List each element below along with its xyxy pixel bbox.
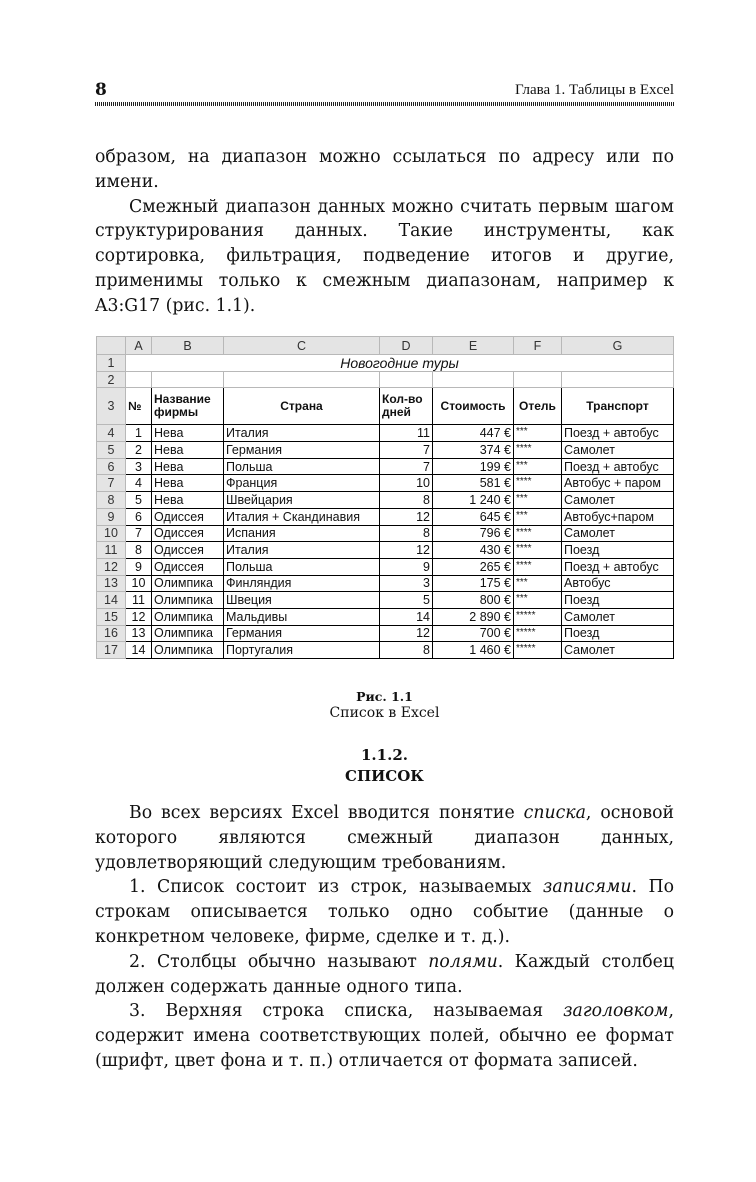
cell-hotel[interactable]: **** [514, 542, 562, 559]
table-row [97, 642, 674, 659]
body-paragraph-1 [95, 801, 674, 875]
table-row [97, 508, 674, 525]
cell-number[interactable]: 11 [126, 592, 152, 609]
table-row [97, 575, 674, 592]
cell-days[interactable]: 12 [380, 625, 433, 642]
cell-days[interactable]: 7 [380, 442, 433, 459]
term-emphasis: полями [428, 951, 498, 972]
sheet-title-cell[interactable]: Новогодние туры [126, 355, 674, 372]
cell-cost[interactable]: 430 € [433, 542, 514, 559]
row-header[interactable]: 16 [97, 625, 126, 642]
cell-number[interactable]: 12 [126, 608, 152, 625]
cell-number[interactable]: 13 [126, 625, 152, 642]
row-header[interactable]: 2 [97, 371, 126, 388]
cell-country[interactable]: Италия [224, 542, 380, 559]
cell-cost[interactable]: 265 € [433, 558, 514, 575]
intro-text [95, 145, 674, 319]
header-rule [95, 102, 674, 106]
column-header-c[interactable]: C [224, 337, 380, 355]
cell-country[interactable]: Швейцария [224, 492, 380, 509]
cell-number[interactable]: 3 [126, 458, 152, 475]
column-header-row [97, 337, 674, 355]
text-run: , содержит имена соответствующих полей, обычно ее формат (шрифт, цвет фона и т. п.) отличается от формата записей. [95, 1001, 674, 1071]
column-header-f[interactable]: F [514, 337, 562, 355]
table-row [97, 592, 674, 609]
cell-firm[interactable]: Одиссея [152, 508, 224, 525]
header-cell-transport[interactable]: Транспорт [562, 388, 674, 425]
cell-country[interactable]: Финляндия [224, 575, 380, 592]
cell-days[interactable]: 12 [380, 542, 433, 559]
cell-country[interactable]: Мальдивы [224, 608, 380, 625]
cell-hotel[interactable]: *** [514, 592, 562, 609]
cell-number[interactable]: 6 [126, 508, 152, 525]
cell-cost[interactable]: 447 € [433, 425, 514, 442]
cell-hotel[interactable]: ***** [514, 642, 562, 659]
cell-transport[interactable]: Самолет [562, 608, 674, 625]
cell-cost[interactable]: 2 890 € [433, 608, 514, 625]
cell[interactable] [562, 371, 674, 388]
cell-days[interactable]: 7 [380, 458, 433, 475]
cell-hotel[interactable]: *** [514, 508, 562, 525]
header-cell-cost[interactable]: Стоимость [433, 388, 514, 425]
cell-number[interactable]: 5 [126, 492, 152, 509]
cell-firm[interactable]: Нева [152, 492, 224, 509]
table-row [97, 458, 674, 475]
column-header-b[interactable]: B [152, 337, 224, 355]
figure-caption: Список в Excel [329, 705, 440, 721]
cell[interactable] [224, 371, 380, 388]
cell-transport[interactable]: Автобус [562, 575, 674, 592]
cell-transport[interactable]: Самолет [562, 492, 674, 509]
cell-country[interactable]: Италия + Скандинавия [224, 508, 380, 525]
running-title: Глава 1. Таблицы в Excel [514, 82, 674, 98]
cell-transport[interactable]: Самолет [562, 525, 674, 542]
cell-days[interactable]: 8 [380, 642, 433, 659]
table-row [97, 542, 674, 559]
body-paragraph-2 [95, 875, 674, 949]
table-row [97, 625, 674, 642]
cell-firm[interactable]: Олимпика [152, 592, 224, 609]
cell-country[interactable]: Германия [224, 625, 380, 642]
cell-firm[interactable]: Олимпика [152, 625, 224, 642]
cell-country[interactable]: Португалия [224, 642, 380, 659]
column-header-a[interactable]: A [126, 337, 152, 355]
cell-firm[interactable]: Олимпика [152, 608, 224, 625]
cell-days[interactable]: 5 [380, 592, 433, 609]
cell-firm[interactable]: Нева [152, 425, 224, 442]
body-paragraph-3 [95, 950, 674, 1000]
cell-days[interactable]: 3 [380, 575, 433, 592]
section-title: СПИСОК [345, 767, 424, 785]
cell-hotel[interactable]: **** [514, 558, 562, 575]
cell-transport[interactable]: Поезд + автобус [562, 558, 674, 575]
cell[interactable] [380, 371, 433, 388]
cell-firm[interactable]: Нева [152, 458, 224, 475]
table-row [97, 442, 674, 459]
row-header[interactable]: 15 [97, 608, 126, 625]
cell-country[interactable]: Франция [224, 475, 380, 492]
cell-transport[interactable]: Самолет [562, 442, 674, 459]
cell-firm[interactable]: Одиссея [152, 558, 224, 575]
cell-hotel[interactable]: **** [514, 525, 562, 542]
spreadsheet-figure [96, 336, 673, 669]
cell-transport[interactable]: Поезд + автобус [562, 458, 674, 475]
row-header[interactable]: 8 [97, 492, 126, 509]
cell-country[interactable]: Польша [224, 458, 380, 475]
header-cell-days[interactable]: Кол-во дней [380, 388, 433, 425]
text-run: . По строкам описывается только одно событие (данные о конкретном человеке, фирме, сделке и т. д.). [95, 877, 674, 947]
cell-hotel[interactable]: *** [514, 492, 562, 509]
row-header[interactable]: 10 [97, 525, 126, 542]
term-emphasis: записями [542, 877, 632, 898]
row-header[interactable]: 12 [97, 558, 126, 575]
cell-number[interactable]: 14 [126, 642, 152, 659]
cell-days[interactable]: 8 [380, 525, 433, 542]
row-header[interactable]: 17 [97, 642, 126, 659]
cell-country[interactable]: Италия [224, 425, 380, 442]
text-run: Во всех версиях Excel вводится понятие [129, 803, 524, 823]
row-header[interactable]: 13 [97, 575, 126, 592]
cell-days[interactable]: 12 [380, 508, 433, 525]
column-header-d[interactable]: D [380, 337, 433, 355]
cell-transport[interactable]: Поезд [562, 542, 674, 559]
sheet-row-1 [97, 355, 674, 372]
cell-number[interactable]: 7 [126, 525, 152, 542]
cell-firm[interactable]: Одиссея [152, 525, 224, 542]
cell-hotel[interactable]: *** [514, 575, 562, 592]
cell-transport[interactable]: Автобус + паром [562, 475, 674, 492]
cell-cost[interactable]: 374 € [433, 442, 514, 459]
cell-cost[interactable]: 645 € [433, 508, 514, 525]
sheet-header-row [97, 388, 674, 425]
cell-country[interactable]: Германия [224, 442, 380, 459]
row-header[interactable]: 11 [97, 542, 126, 559]
column-header-e[interactable]: E [433, 337, 514, 355]
cell-cost[interactable]: 199 € [433, 458, 514, 475]
cell-transport[interactable]: Поезд + автобус [562, 425, 674, 442]
cell-hotel[interactable]: **** [514, 442, 562, 459]
intro-line: образом, на диапазон можно ссылаться по адресу или по имени. [95, 147, 674, 192]
table-row [97, 475, 674, 492]
table-row [97, 492, 674, 509]
cell-days[interactable]: 8 [380, 492, 433, 509]
cell-cost[interactable]: 700 € [433, 625, 514, 642]
term-emphasis: списка [523, 803, 586, 823]
cell-hotel[interactable]: ***** [514, 625, 562, 642]
cell-number[interactable]: 4 [126, 475, 152, 492]
cell[interactable] [152, 371, 224, 388]
cell-cost[interactable]: 581 € [433, 475, 514, 492]
table-row [97, 608, 674, 625]
intro-paragraph: Смежный диапазон данных можно считать первым шагом структурирования данных. Такие инструменты, как сортировка, фильтрация, подведение итогов и другие, применимы только к смежным диапазонам, например к A3:G17 (рис. 1.1). [95, 196, 674, 316]
cell-country[interactable]: Швеция [224, 592, 380, 609]
row-header[interactable]: 9 [97, 508, 126, 525]
table-row [97, 525, 674, 542]
cell-number[interactable]: 8 [126, 542, 152, 559]
cell-number[interactable]: 10 [126, 575, 152, 592]
body-paragraph-4 [95, 999, 674, 1073]
page-number: 8 [95, 80, 107, 100]
cell[interactable] [433, 371, 514, 388]
row-header[interactable]: 7 [97, 475, 126, 492]
cell-number[interactable]: 9 [126, 558, 152, 575]
cell-cost[interactable]: 800 € [433, 592, 514, 609]
text-run: 3. Верхняя строка списка, называемая [129, 1001, 564, 1022]
cell-transport[interactable]: Поезд [562, 625, 674, 642]
row-header[interactable]: 1 [97, 355, 126, 372]
cell-firm[interactable]: Нева [152, 442, 224, 459]
section-number: 1.1.2. [361, 746, 408, 764]
cell-days[interactable]: 9 [380, 558, 433, 575]
cell-hotel[interactable]: *** [514, 425, 562, 442]
cell-cost[interactable]: 175 € [433, 575, 514, 592]
cell-country[interactable]: Польша [224, 558, 380, 575]
cell-country[interactable]: Испания [224, 525, 380, 542]
cell-cost[interactable]: 1 460 € [433, 642, 514, 659]
cell-transport[interactable]: Поезд [562, 592, 674, 609]
table-row [97, 425, 674, 442]
text-run: . Каждый столбец должен содержать данные одного типа. [95, 951, 674, 997]
figure-label: Рис. 1.1 [356, 689, 413, 704]
row-header[interactable]: 4 [97, 425, 126, 442]
cell-firm[interactable]: Одиссея [152, 542, 224, 559]
sheet-row-2 [97, 371, 674, 388]
text-run: 2. Столбцы обычно называют [129, 951, 429, 972]
table-row [97, 558, 674, 575]
header-cell-number[interactable]: № [126, 388, 152, 425]
select-all-corner[interactable] [97, 337, 126, 355]
row-header[interactable]: 5 [97, 442, 126, 459]
row-header[interactable]: 14 [97, 592, 126, 609]
spreadsheet-table [96, 336, 674, 659]
cell-transport[interactable]: Автобус+паром [562, 508, 674, 525]
column-header-g[interactable]: G [562, 337, 674, 355]
header-cell-hotel[interactable]: Отель [514, 388, 562, 425]
term-emphasis: заголовком [563, 1001, 669, 1022]
cell-hotel[interactable]: **** [514, 475, 562, 492]
cell[interactable] [126, 371, 152, 388]
cell-firm[interactable]: Олимпика [152, 642, 224, 659]
page-header [95, 80, 674, 102]
row-header[interactable]: 6 [97, 458, 126, 475]
cell[interactable] [514, 371, 562, 388]
cell-days[interactable]: 10 [380, 475, 433, 492]
cell-cost[interactable]: 796 € [433, 525, 514, 542]
cell-number[interactable]: 1 [126, 425, 152, 442]
text-run: 1. Список состоит из строк, называемых [129, 877, 543, 898]
cell-hotel[interactable]: ***** [514, 608, 562, 625]
cell-transport[interactable]: Самолет [562, 642, 674, 659]
cell-firm[interactable]: Нева [152, 475, 224, 492]
header-cell-firm[interactable]: Название фирмы [152, 388, 224, 425]
cell-number[interactable]: 2 [126, 442, 152, 459]
cell-cost[interactable]: 1 240 € [433, 492, 514, 509]
header-cell-country[interactable]: Страна [224, 388, 380, 425]
cell-days[interactable]: 14 [380, 608, 433, 625]
row-header[interactable]: 3 [97, 388, 126, 425]
cell-firm[interactable]: Олимпика [152, 575, 224, 592]
text-run: , основой которого являются смежный диапазон данных, удовлетворяющий следующим требованиям. [95, 803, 674, 873]
data-rows [97, 425, 674, 659]
cell-hotel[interactable]: *** [514, 458, 562, 475]
cell-days[interactable]: 11 [380, 425, 433, 442]
body-text [95, 801, 674, 1074]
